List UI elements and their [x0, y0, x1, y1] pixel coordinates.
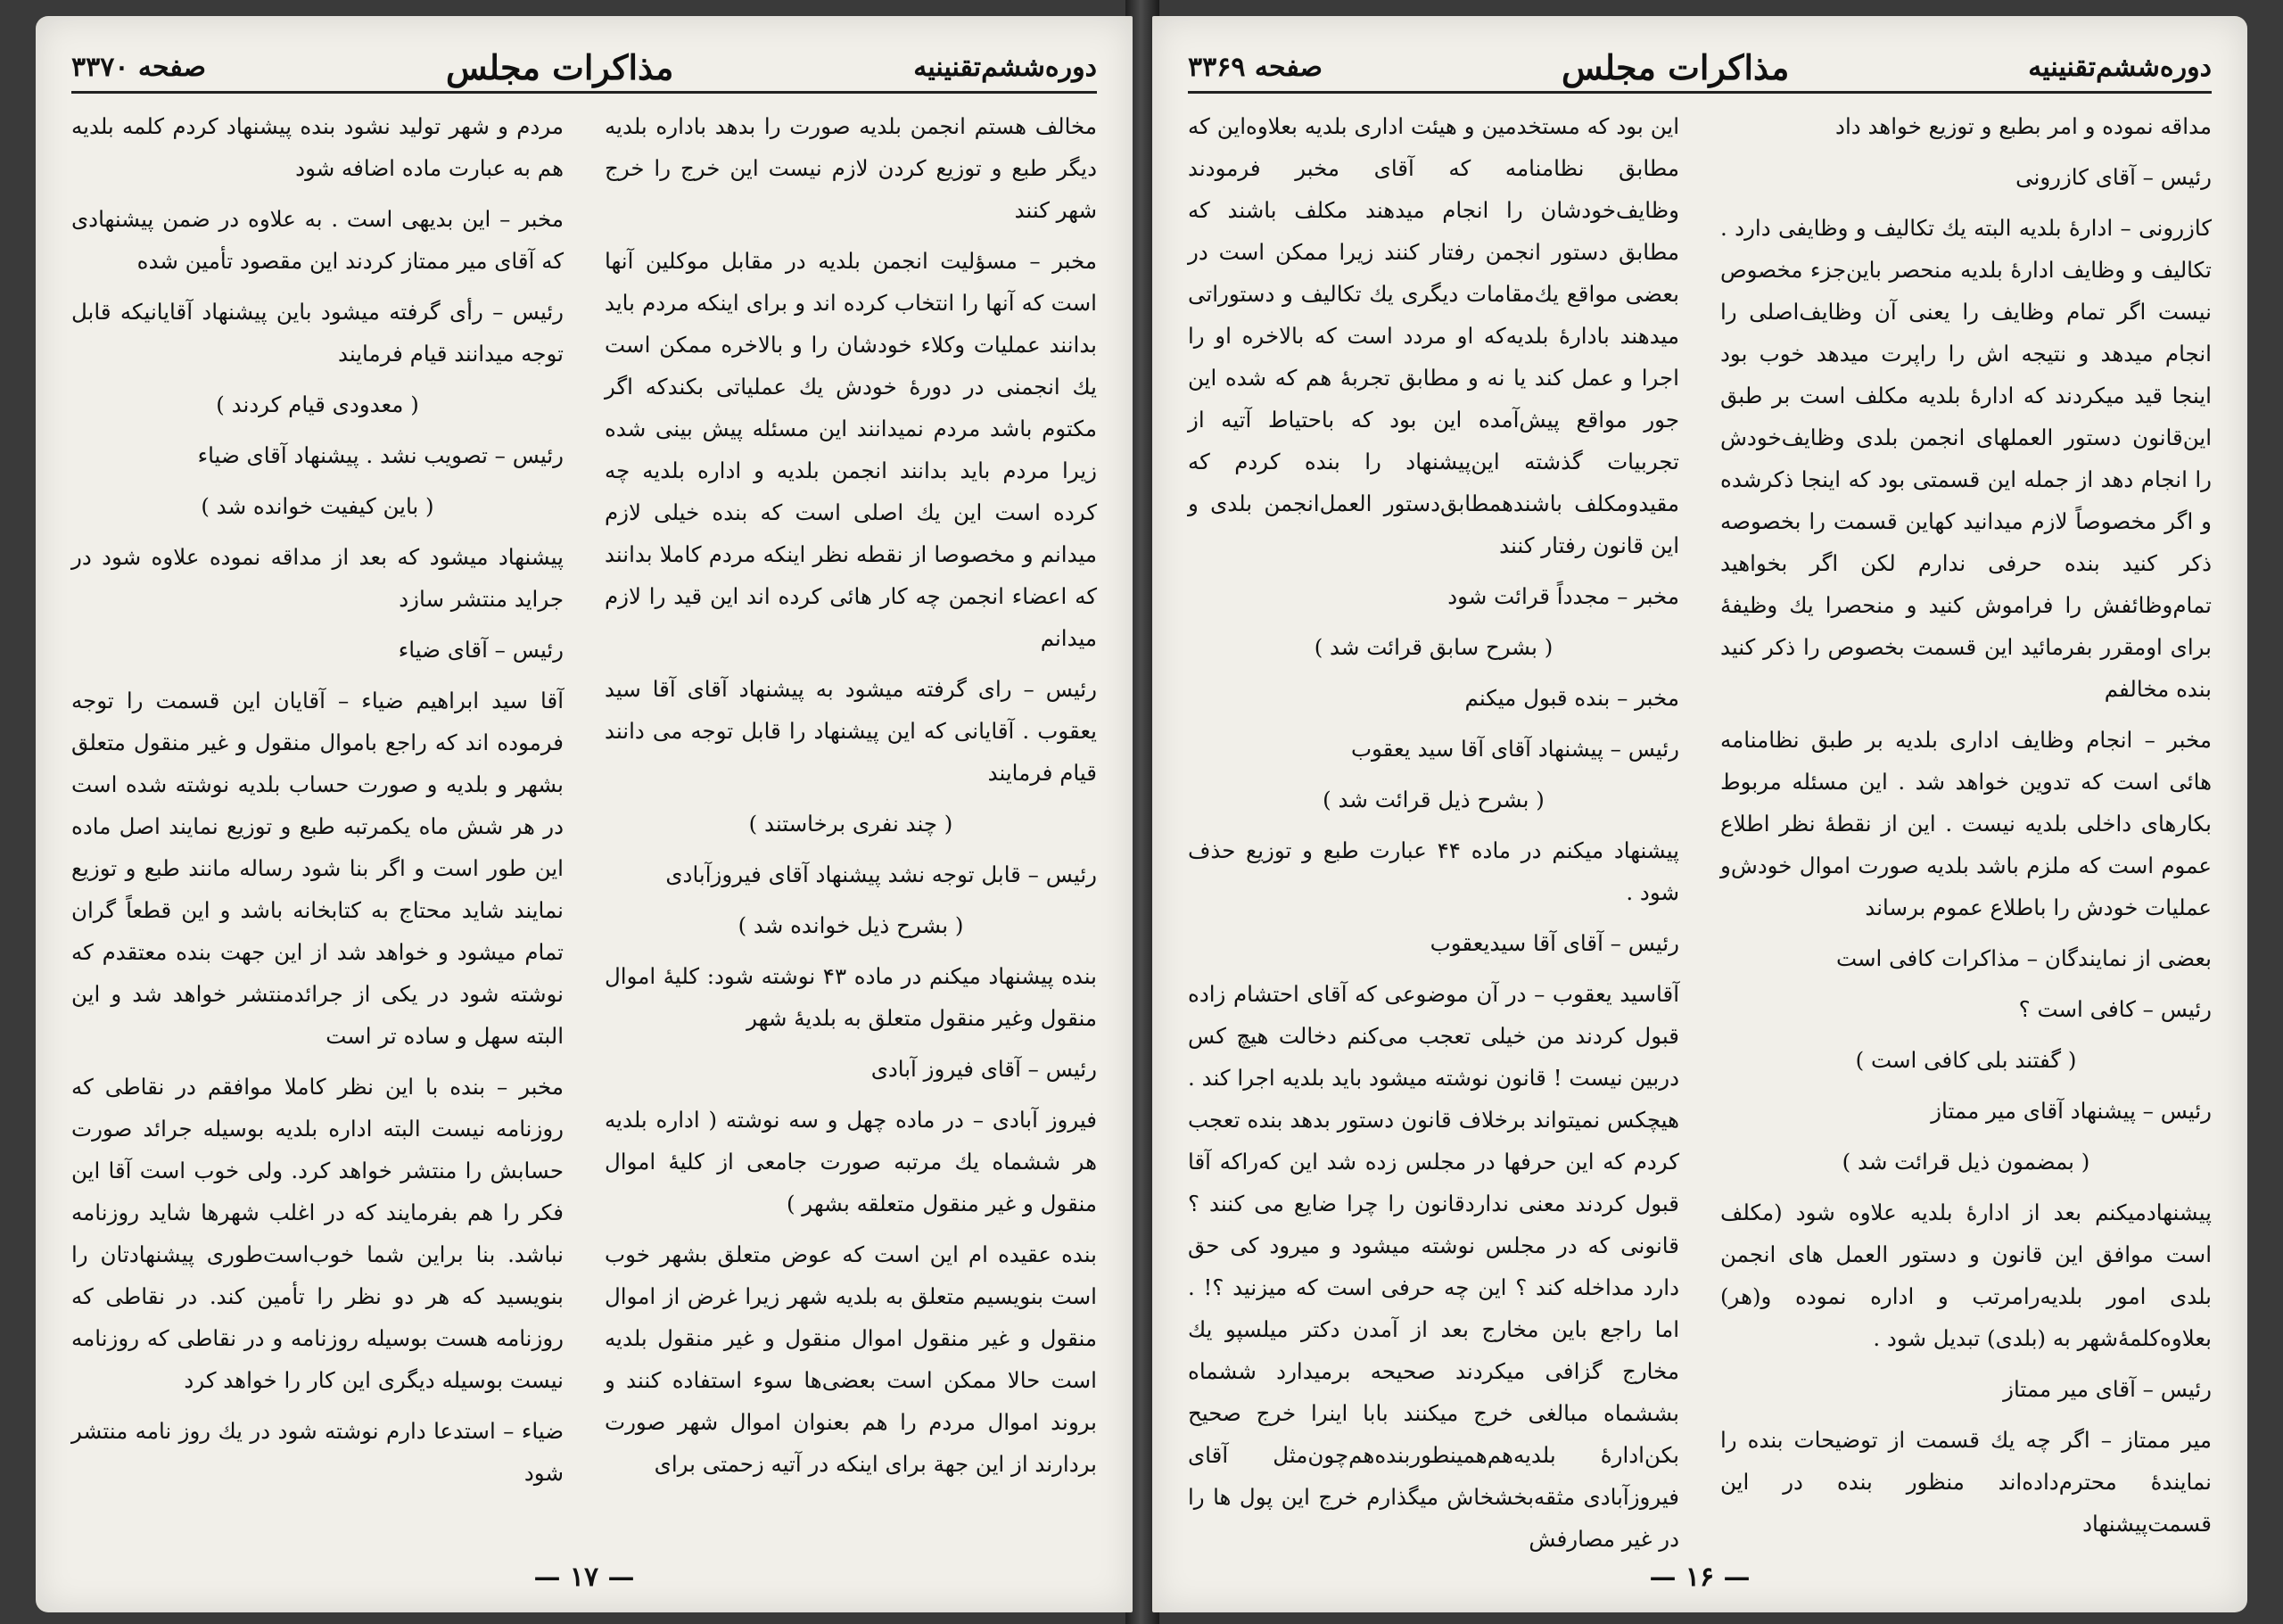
paragraph: بعضی از نمایندگان – مذاکرات کافی است	[1835, 945, 2212, 971]
paragraph: رئیس – آقای میر ممتاز	[2003, 1376, 2212, 1402]
paragraph: رئیس – آقای کازرونی	[2015, 164, 2212, 190]
paragraph: فیروز آبادی – در ماده چهل و سه نوشته ( اداره بلدیه هر ششماه یك مرتبه صورت جامعی از کلیهٔ اموال منقول و غیر منقول متعلقه بشهر )	[605, 1107, 1097, 1216]
paragraph: کازرونی – ادارهٔ بلدیه البته یك تکالیف و وظایفی دارد . تکالیف و وظایف ادارهٔ بلدیه منحصر باین‌جزء مخصوص نیست اگر تمام وظایف را یعنی آن وظایف‌اصلی را انجام میدهد و نتیجه اش را راپرت میدهد خوب بود اینجا قید میکردند که ادارهٔ بلدیه مکلف است بر طبق این‌قانون دستور العملهای انجمن بلدی وظایف‌خودش را انجام دهد از جمله این قسمتی بود که اینجا ذکرشده و اگر مخصوصاً لازم میدانید کهاین قسمت را بخصوصه ذکر کنید بنده حرفی ندارم لکن اگر بخواهید تمام‌وظائفش را فراموش کنید و منحصرا یك وظیفهٔ برای اومقرر بفرمائید این قسمت بخصوص را ذکر کنید بنده مخالفم	[1720, 215, 2212, 702]
paragraph: رئیس – رأی گرفته میشود باین پیشنهاد آقایانیکه قابل توجه میدانند قیام فرمایند	[71, 299, 564, 367]
parenthetical-note: ( گفتند بلی کافی است )	[1855, 1047, 2077, 1073]
paragraph: رئیس – پیشنهاد آقای آقا سید یعقوب	[1350, 736, 1679, 762]
left-page-columns	[71, 105, 1097, 1532]
column-left	[71, 105, 564, 1532]
paragraph: رئیس – کافی است ؟	[2018, 996, 2212, 1022]
journal-title: مذاکرات مجلس	[445, 46, 674, 87]
paragraph: مخبر – این بدیهی است . به علاوه در ضمن پیشنهادی که آقای میر ممتاز کردند این مقصود تأمین شده	[71, 206, 564, 274]
paragraph: آقا سید ابراهیم ضیاء – آقایان این قسمت را توجه فرموده اند که راجع باموال منقول و غیر منقول متعلق بشهر و بلدیه و صورت حساب بلدیه نوشته شده است در هر شش ماه یکمرتبه طبع و توزیع نمایند اصل ماده این طور است و اگر بنا شود رساله مانند طبع و توزیع نمایند شاید محتاج به کتابخانه باشد و این قطعاً گران تمام میشود و خواهد شد از این جهت بنده معتقدم که نوشته شود در یکی از جرائدمنتشر خواهد شد و این البته سهل و ساده تر است	[71, 688, 564, 1049]
paragraph: مخبر – بنده قبول میکنم	[1464, 685, 1679, 711]
page-footer-number: — ۱۶ —	[1649, 1562, 1751, 1593]
page-footer-number: — ۱۷ —	[533, 1562, 635, 1593]
column-right	[1720, 105, 2212, 1537]
column-right	[605, 105, 1097, 1532]
paragraph: مردم و شهر تولید نشود بنده پیشنهاد کردم کلمه بلدیه هم به عبارت ماده اضافه شود	[71, 113, 564, 181]
paragraph: پیشنهاد میکنم در ماده ۴۴ عبارت طبع و توزیع حذف شود .	[1188, 837, 1679, 905]
paragraph: مخبر – مجدداً قرائت شود	[1447, 583, 1679, 609]
paragraph: بنده پیشنهاد میکنم در ماده ۴۳ نوشته شود: کلیهٔ اموال منقول وغیر منقول متعلق به بلدیهٔ شهر	[605, 963, 1097, 1031]
paragraph: رئیس – قابل توجه نشد پیشنهاد آقای فیروزآبادی	[665, 861, 1097, 887]
paragraph: رئیس – آقای ضیاء	[398, 637, 564, 663]
journal-title: مذاکرات مجلس	[1561, 46, 1790, 87]
paragraph: ضیاء – استدعا دارم نوشته شود در یك روز نامه منتشر شود	[71, 1418, 564, 1486]
left-page-header	[71, 43, 1097, 94]
parenthetical-note: ( معدودی قیام کردند )	[216, 392, 419, 417]
parenthetical-note: ( بشرح ذیل خوانده شد )	[738, 912, 964, 938]
parenthetical-note: ( بشرح سابق قرائت شد )	[1314, 634, 1554, 660]
parenthetical-note: ( بشرح ذیل قرائت شد )	[1323, 787, 1545, 812]
paragraph: رئیس – آقای آقا سیدیعقوب	[1430, 930, 1679, 956]
session-label: دوره‌ششم‌تقنینیه	[2028, 51, 2212, 83]
paragraph: این بود که مستخدمین و هیئت اداری بلدیه بعلاوه‌این که مطابق نظامنامه که آقای مخبر فرمودند وظایف‌خودشان را انجام میدهند مکلف باشند که مطابق دستور انجمن رفتار کنند زیرا ممکن است در بعضی مواقع یك‌مقامات دیگری یك تکالیف و دستوراتی میدهند بادارهٔ بلدیه‌که او مردد است که بالاخره او را اجرا و عمل کند یا نه و مطابق تجربهٔ هم که شده این جور مواقع پیش‌آمده این بود که باحتیاط آتیه از تجربیات گذشته این‌پیشنهاد را بنده کردم که مقیدومکلف باشندهمطابق‌دستور العمل‌انجمن بلدی و این قانون رفتار کنند	[1188, 113, 1679, 558]
paragraph: مخالف هستم انجمن بلدیه صورت را بدهد باداره بلدیه دیگر طبع و توزیع کردن لازم نیست این خرج را خرج شهر کنند	[605, 113, 1097, 223]
parenthetical-note: ( بمضمون ذیل قرائت شد )	[1842, 1149, 2090, 1175]
session-label: دوره‌ششم‌تقنینیه	[913, 51, 1097, 83]
paragraph: آقاسید یعقوب – در آن موضوعی که آقای احتشام زاده قبول کردند من خیلی تعجب می‌کنم دخالت هیچ کس دربین نیست ! قانون نوشته میشود باید بلدیه اجرا کند . هیچکس نمیتواند برخلاف قانون دستور بدهد بنده تعجب کردم که این حرفها در مجلس زده شد این که‌راکه آقا قبول کردند معنی نداردقانون را چرا ضایع می کنند ؟ قانونی که در مجلس نوشته میشود و میرود کی حق دارد مداخله کند ؟ این چه حرفی است که میزنید ؟! . اما راجع باین مخارج بعد از آمدن دکتر میلسپو یك مخارج گزافی میکردند صحیحه برمیدارد ششماه بششماه مبالغی خرج میکنند بابا اینرا خرج صحیح بکن‌ادارهٔ بلدیه‌هم‌همینطور‌بنده‌هم‌چون‌مثل آقای فیروزآبادی مثقه‌بخشخاش میگذارم خرج این پول ها را در غیر مصارفش	[1188, 981, 1679, 1552]
parenthetical-note: ( باین کیفیت خوانده شد )	[201, 493, 434, 519]
paragraph: پیشنهادمیکنم بعد از ادارهٔ بلدیه علاوه شود (مکلف است موافق این قانون و دستور العمل های انجمن بلدی امور بلدیه‌رامرتب و اداره نموده و(هر) بعلاوه‌کلمهٔ‌شهر به (بلدی) تبدیل شود .	[1720, 1199, 2212, 1351]
left-page	[36, 16, 1133, 1612]
right-page-header	[1188, 43, 2212, 94]
page-number-label: صفحه ۳۳۶۹	[1188, 51, 1323, 83]
right-page	[1152, 16, 2247, 1612]
paragraph: مخبر – مسؤلیت انجمن بلدیه در مقابل موکلین آنها است که آنها را انتخاب کرده اند و برای اینکه مردم باید بدانند عملیات وکلاء خودشان را و بالاخره ممکن است یك انجمنی در دورهٔ خودش یك عملیاتی بکندکه اگر مکتوم باشد مردم نمیدانند این مسئله پیش بینی شده زیرا مردم باید بدانند انجمن بلدیه و اداره بلدیه چه کرده است این یك اصلی است که بنده خیلی لازم میدانم و مخصوصا از نقطه نظر اینکه مردم کاملا بدانند که اعضاء انجمن چه کار هائی کرده اند این قید را لازم میدانم	[605, 248, 1097, 651]
right-page-columns	[1188, 105, 2212, 1552]
paragraph: پیشنهاد میشود که بعد از مداقه نموده علاوه شود در جراید منتشر سازد	[71, 544, 564, 612]
paragraph: رئیس – پیشنهاد آقای میر ممتاز	[1931, 1098, 2212, 1124]
page-number-label: صفحه ۳۳۷۰	[71, 51, 207, 83]
paragraph: رئیس – تصویب نشد . پیشنهاد آقای ضیاء	[197, 442, 564, 468]
paragraph: مخبر – بنده با این نظر کاملا موافقم در نقاطی که روزنامه نیست البته اداره بلدیه بوسیله جرائد صورت حسابش را منتشر خواهد کرد. ولی خوب است آقا این فکر را هم بفرمایند که در اغلب شهرها شاید روزنامه نباشد. بنا براین شما خوب‌است‌طوری پیشنهادتان را بنویسید که هر دو نظر را تأمین کند. در نقاطی که روزنامه هست بوسیله روزنامه و در نقاطی که روزنامه نیست بوسیله دیگری این کار را خواهد کرد	[71, 1074, 564, 1393]
paragraph: رئیس – آقای فیروز آبادی	[870, 1056, 1097, 1082]
paragraph: رئیس – رای گرفته میشود به پیشنهاد آقای آقا سید یعقوب . آقایانی که این پیشنهاد را قابل توجه می دانند قیام فرمایند	[605, 676, 1097, 786]
paragraph: مداقه نموده و امر بطبع و توزیع خواهد داد	[1835, 113, 2212, 139]
paragraph: میر ممتاز – اگر چه یك قسمت از توضیحات بنده را نمایندهٔ محترم‌داده‌اند منظور بنده در این قسمت‌پیشنهاد	[1720, 1427, 2212, 1537]
paragraph: مخبر – انجام وظایف اداری بلدیه بر طبق نظامنامه هائی است که تدوین خواهد شد . این مسئله مربوط بکارهای داخلی بلدیه نیست . این از نقطهٔ نظر اطلاع عموم است که ملزم باشد بلدیه صورت اموال خودش‌و عملیات خودش را باطلاع عموم برساند	[1720, 727, 2212, 920]
paragraph: بنده عقیده ام این است که عوض متعلق بشهر خوب است بنویسیم متعلق به بلدیه شهر زیرا غرض از اموال منقول و غیر منقول اموال منقول و غیر منقول بلدیه است حالا ممکن است بعضی‌ها سوء استفاده کنند و بروند اموال مردم را هم بعنوان اموال شهر صورت بردارند از این جهة برای اینکه در آتیه زحمتی برای	[605, 1241, 1097, 1477]
parenthetical-note: ( چند نفری برخاستند )	[748, 811, 953, 837]
column-left	[1188, 105, 1679, 1552]
